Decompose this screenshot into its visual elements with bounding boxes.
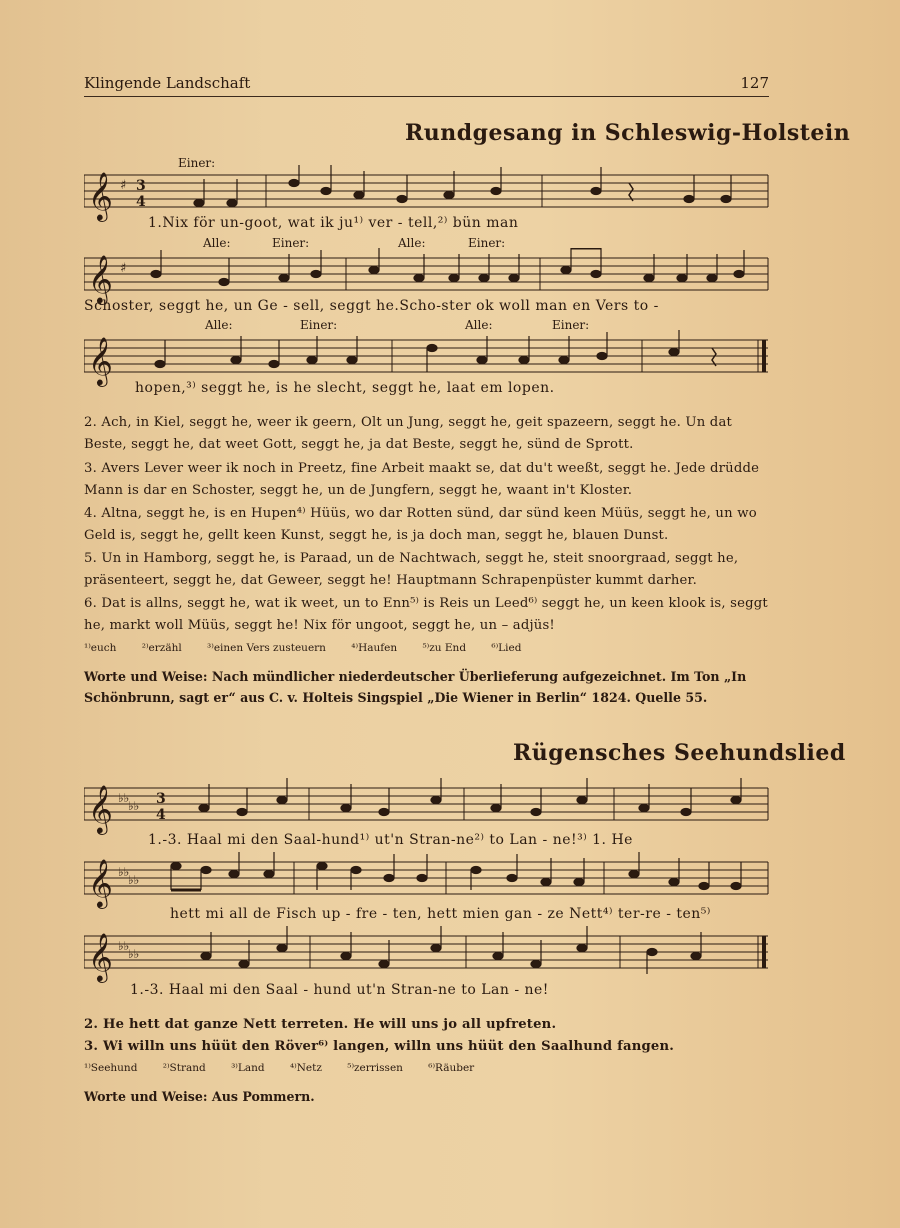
treble-clef-icon: 𝄞: [88, 932, 113, 981]
svg-text:4: 4: [156, 807, 166, 823]
svg-text:♭♭: ♭♭: [118, 939, 130, 953]
footnotes: [84, 1062, 496, 1074]
verse: 2. Ach, in Kiel, seggt he, weer ik geern, Olt un Jung, seggt he, geit spazeern, seggt he. Un dat Beste, seggt he, dat weet Gott, seggt he, ja dat Beste, seggt he, sünd de Sprott.: [84, 415, 733, 452]
svg-text:3: 3: [136, 178, 146, 194]
lyric-line: 1.-3. Haal mi den Saal - hund ut'n Stran-ne to Lan - ne!: [130, 982, 549, 998]
music-staff: [84, 852, 770, 912]
credits: Worte und Weise: Aus Pommern.: [84, 1089, 315, 1104]
music-staff: [84, 778, 770, 838]
cue-alle: Alle:: [465, 318, 493, 332]
svg-text:3: 3: [156, 791, 166, 807]
note-heads: [194, 165, 731, 207]
page-number: 127: [740, 74, 769, 92]
verse: 6. Dat is allns, seggt he, wat ik weet, un to Enn⁵⁾ is Reis un Leed⁶⁾ seggt he, un keen klook is, seggt he, markt woll Müüs, seggt he! Nix för ungoot, seggt he, un – adjüs!: [84, 596, 768, 633]
treble-clef-icon: 𝄞: [88, 858, 113, 907]
lyric-line: Schoster, seggt he, un Ge - sell, seggt he.Scho-ster ok woll man en Vers to -: [84, 298, 659, 314]
song1-title: Rundgesang in Schleswig-Holstein: [405, 120, 851, 146]
svg-text:♭♭: ♭♭: [128, 873, 140, 887]
treble-clef-icon: 𝄞: [88, 336, 113, 385]
footnote: ⁶⁾Lied: [491, 642, 522, 654]
credits: Worte und Weise: Nach mündlicher niederdeutscher Überlieferung aufgezeichnet. Im Ton „In Schönbrunn, sagt er“ aus C. v. Holteis Singspiel „Die Wiener in Berlin“ 1824. Quelle 55.: [84, 669, 747, 705]
cue-einer: Einer:: [300, 318, 338, 332]
cue-einer: Einer:: [272, 236, 310, 250]
footnote: ⁵⁾zerrissen: [347, 1062, 403, 1074]
svg-text:♭♭: ♭♭: [128, 799, 140, 813]
svg-text:♭♭: ♭♭: [128, 947, 140, 961]
footnote: ³⁾Land: [231, 1062, 265, 1074]
song2-title: Rügensches Seehundslied: [513, 740, 846, 766]
cue-alle: Alle:: [203, 236, 231, 250]
running-header: [84, 70, 769, 97]
note-heads: [171, 852, 741, 890]
footnote: ¹⁾Seehund: [84, 1062, 138, 1074]
svg-text:♭♭: ♭♭: [118, 791, 130, 805]
svg-text:♯: ♯: [120, 178, 127, 193]
footnote: ⁴⁾Netz: [289, 1062, 322, 1074]
note-heads: [199, 778, 741, 816]
footnote: ⁴⁾Haufen: [351, 642, 398, 654]
verse: 4. Altna, seggt he, is en Hupen⁴⁾ Hüüs, wo dar Rotten sünd, dar sünd keen Müüs, seggt he, un wo Geld is, seggt he, gellt keen Kunst, seggt he, is ja doch man, seggt he, blauen Dunst.: [84, 506, 757, 543]
note-heads: [201, 926, 701, 974]
music-staff: [84, 926, 770, 986]
svg-text:♯: ♯: [120, 261, 127, 276]
footnote: ⁶⁾Räuber: [428, 1062, 475, 1074]
verse: 3. Wi willn uns hüüt den Röver⁶⁾ langen, willn uns hüüt den Saalhund fangen.: [84, 1039, 675, 1054]
verse: 2. He hett dat ganze Nett terreten. He will uns jo all upfreten.: [84, 1017, 557, 1032]
lyric-line: 1.-3. Haal mi den Saal-hund¹⁾ ut'n Stran-ne²⁾ to Lan - ne!³⁾ 1. He: [148, 832, 633, 848]
svg-text:4: 4: [136, 194, 146, 210]
footnote: ³⁾einen Vers zusteuern: [207, 642, 326, 654]
cue-einer: Einer:: [552, 318, 590, 332]
cue-alle: Alle:: [398, 236, 426, 250]
verse: 5. Un in Hamborg, seggt he, is Paraad, un de Nachtwach, seggt he, steit snoorgraad, seggt he, präsenteert, seggt he, dat Geweer, seggt he! Hauptmann Schrapenpüster kummt darher.: [84, 551, 739, 588]
cue-einer: Einer:: [468, 236, 506, 250]
header-title: Klingende Landschaft: [84, 74, 251, 92]
footnote: ¹⁾euch: [84, 642, 117, 654]
footnote: ²⁾Strand: [162, 1062, 206, 1074]
verse: 3. Avers Lever weer ik noch in Preetz, fine Arbeit maakt se, dat du't weeßt, seggt he. Jede drüdde Mann is dar en Schoster, seggt he, un de Jungfern, seggt he, waant in't Kloster.: [84, 461, 760, 498]
footnotes: [84, 642, 543, 654]
lyric-line: hopen,³⁾ seggt he, is he slecht, seggt he, laat em lopen.: [135, 380, 555, 396]
treble-clef-icon: 𝄞: [88, 784, 113, 833]
note-heads: [151, 248, 744, 286]
lyric-line: 1.Nix för un-goot, wat ik ju¹⁾ ver - tell,²⁾ bün man: [148, 215, 519, 231]
treble-clef-icon: 𝄞: [88, 171, 113, 220]
note-heads: [155, 330, 716, 372]
cue-einer: Einer:: [178, 156, 216, 170]
footnote: ²⁾erzähl: [141, 642, 182, 654]
cue-alle: Alle:: [205, 318, 233, 332]
treble-clef-icon: 𝄞: [88, 254, 113, 303]
lyric-line: hett mi all de Fisch up - fre - ten, hett mien gan - ze Nett⁴⁾ ter-re - ten⁵⁾: [170, 906, 711, 922]
footnote: ⁵⁾zu End: [422, 642, 467, 654]
svg-text:♭♭: ♭♭: [118, 865, 130, 879]
